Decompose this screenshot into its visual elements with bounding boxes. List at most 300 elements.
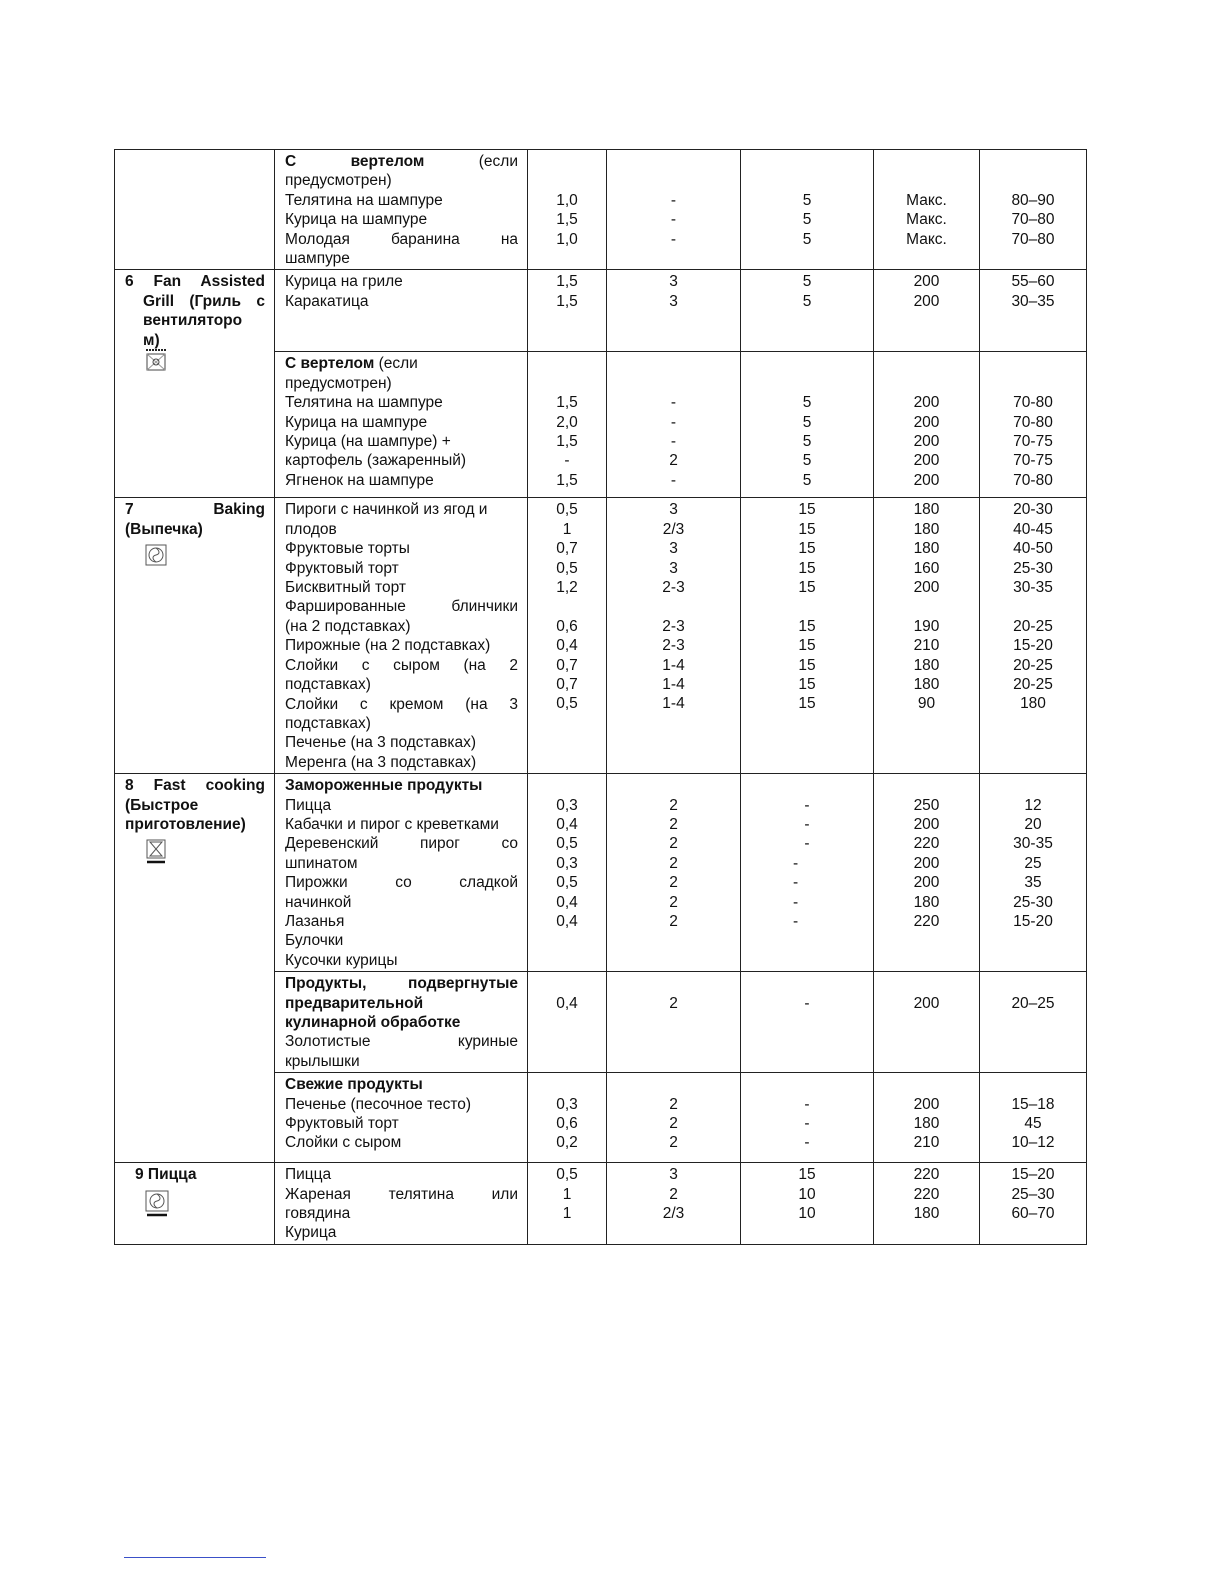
weight-kg-value: 0,3 [556, 1095, 578, 1113]
temperature-c-value: 250 [913, 796, 940, 814]
cooking-time-min-value: 70-80 [1013, 413, 1053, 431]
weight-kg-value: 1,5 [556, 471, 578, 489]
preheat-time-min-value: 15 [798, 637, 816, 655]
weight-kg-value: 0,5 [556, 835, 578, 853]
shelf-position-value: 2 [669, 1115, 678, 1133]
cooking-time-min-value: 70-75 [1013, 452, 1053, 470]
shelf-position-value [611, 1075, 736, 1094]
food-item: (на 2 подставках) [285, 617, 411, 635]
weight-kg-value: 1 [562, 520, 572, 538]
preheat-time-min-value [745, 714, 869, 733]
fan-grill-icon [143, 348, 171, 376]
preheat-time-min [741, 150, 874, 270]
cooking-time-min-value: 20 [1024, 815, 1042, 833]
temperature-c-value [878, 776, 975, 795]
temperature-c-value [878, 152, 975, 171]
preheat-time-min-value: 5 [802, 211, 812, 229]
preheat-time-min-value [745, 597, 869, 616]
cooking-time-min-value: 55–60 [1011, 273, 1055, 291]
food-item: Фруктовый торт [285, 559, 399, 577]
temperature-c-value: 200 [913, 452, 940, 470]
cooking-time-min-value: 20-30 [1013, 501, 1053, 519]
shelf-position-value: 2 [669, 1095, 678, 1113]
weight-kg-value: 0,5 [556, 695, 578, 713]
food-item: Печенье (песочное тесто) [285, 1095, 472, 1113]
cooking-time-min-value: 70–80 [1011, 211, 1055, 229]
cooking-time-min [980, 1163, 1087, 1245]
weight-kg-value: 1,5 [556, 292, 578, 310]
preheat-time-min-value: - [804, 994, 810, 1012]
weight-kg-value [532, 249, 602, 268]
food-item: предусмотрен) [285, 374, 392, 392]
temperature-c-value [878, 931, 975, 950]
shelf-position-value: 2/3 [662, 520, 685, 538]
preheat-time-min-value: 5 [802, 394, 812, 412]
temperature-c-value: 200 [913, 874, 940, 892]
temperature-c [874, 972, 980, 1073]
temperature-c-value [878, 714, 975, 733]
temperature-c-value: 190 [913, 617, 940, 635]
food-item: Деревенский пирог со [285, 835, 518, 853]
weight-kg-value [532, 152, 602, 171]
mode-name: приготовление) [125, 815, 246, 833]
mode-cell [115, 1163, 275, 1245]
preheat-time-min-value: 5 [802, 230, 812, 248]
temperature-c-value: 180 [913, 501, 940, 519]
cooking-time-min-value [984, 1223, 1082, 1242]
cooking-time-min-value: 12 [1024, 796, 1042, 814]
shelf-position-value: 3 [669, 559, 678, 577]
food-item: крылышки [285, 1052, 360, 1070]
weight-kg-value: 0,7 [556, 540, 578, 558]
temperature-c-value: 200 [913, 994, 940, 1012]
food-group-heading: Замороженные продукты [285, 777, 483, 795]
cooking-time-min-value [984, 733, 1082, 752]
cooking-time-min-value: 30–35 [1011, 292, 1055, 310]
food-item: Булочки [285, 932, 344, 950]
food-item: плодов [285, 520, 337, 538]
food-item: Ягненок на шампуре [285, 471, 434, 489]
food-item: Пирожки со сладкой [285, 874, 518, 892]
preheat-time-min-value [745, 374, 869, 393]
shelf-position-value: - [670, 413, 677, 431]
shelf-position-value [611, 354, 736, 373]
food-item: Пицца [285, 796, 332, 814]
temperature-c-value: Макс. [906, 230, 947, 248]
shelf-position-value: 3 [669, 540, 678, 558]
temperature-c-value: 200 [913, 433, 940, 451]
food-group-heading: Свежие продукты [285, 1076, 423, 1094]
food-item: Курица на шампуре [285, 413, 428, 431]
preheat-time-min-value [745, 1223, 869, 1242]
cooking-time-min-value: 45 [1024, 1115, 1042, 1133]
cooking-time-min-value [984, 249, 1082, 268]
weight-kg-value [532, 733, 602, 752]
shelf-position-value [611, 951, 736, 970]
preheat-time-min-value [745, 931, 869, 950]
food-item: Слойки с кремом (на 3 [285, 695, 518, 713]
cooking-time-min-value: 10–12 [1011, 1134, 1055, 1152]
cooking-table [114, 149, 1087, 1245]
spit-label: С вертелом [285, 355, 375, 373]
mode-name: (Быстрое [125, 796, 199, 814]
preheat-time-min-value: - [804, 815, 810, 833]
weight-kg-value: - [564, 452, 570, 470]
table-row [115, 498, 1087, 774]
temperature-c-value: 160 [913, 559, 940, 577]
shelf-position-value: 2-3 [662, 637, 685, 655]
preheat-time-min-value: 15 [798, 559, 816, 577]
food-item: Каракатица [285, 292, 369, 310]
cooking-time-min-value [984, 714, 1082, 733]
cooking-time-min-value: 180 [1020, 695, 1046, 713]
mode-cell [115, 270, 275, 498]
shelf-position-value [611, 249, 736, 268]
preheat-time-min [741, 270, 874, 352]
preheat-time-min-value: 15 [798, 617, 816, 635]
temperature-c-value: 200 [913, 273, 940, 291]
weight-kg-value [532, 597, 602, 616]
mode-name: (Выпечка) [125, 520, 203, 538]
cooking-time-min-value: 70-80 [1013, 471, 1053, 489]
cooking-time-min-value [984, 776, 1082, 795]
temperature-c-value: 200 [913, 471, 940, 489]
shelf-position-value [611, 152, 736, 171]
temperature-c-value: 180 [913, 520, 940, 538]
weight-kg-value: 0,6 [556, 617, 578, 635]
preheat-time-min-value: 15 [798, 579, 816, 597]
food-group-heading: С вертелом (если [285, 153, 518, 170]
preheat-time-min-value: - [804, 1095, 810, 1113]
cooking-time-min [980, 972, 1087, 1073]
food-cell [275, 774, 528, 972]
shelf-position-value [611, 753, 736, 772]
shelf-position-value: 2-3 [662, 617, 685, 635]
weight-kg-value: 0,4 [556, 637, 578, 655]
cooking-time-min-value [984, 152, 1082, 171]
food-item: картофель (зажаренный) [285, 452, 467, 470]
temperature-c-value [878, 733, 975, 752]
shelf-position [607, 270, 741, 352]
temperature-c-value: 210 [913, 637, 940, 655]
temperature-c-value: 180 [913, 676, 940, 694]
cooking-time-min [980, 150, 1087, 270]
food-group-heading: предварительной [285, 994, 424, 1012]
cooking-time-min-value: 70-80 [1013, 394, 1053, 412]
cooking-time-min-value: 20–25 [1011, 994, 1055, 1012]
food-item: Кусочки курицы [285, 951, 398, 969]
food-item: Лазанья [285, 912, 345, 930]
temperature-c [874, 150, 980, 270]
temperature-c-value: 200 [913, 579, 940, 597]
food-item: Бисквитный торт [285, 579, 406, 597]
shelf-position-value: 2 [669, 796, 678, 814]
table-row [115, 150, 1087, 270]
shelf-position-value [611, 714, 736, 733]
food-item: Слойки с сыром [285, 1134, 402, 1152]
shelf-position-value: 3 [669, 501, 678, 519]
table-row [115, 774, 1087, 972]
preheat-time-min-value: - [804, 835, 810, 853]
preheat-time-min [741, 774, 874, 972]
weight-kg-value [532, 1223, 602, 1242]
shelf-position-value: 1-4 [662, 695, 685, 713]
preheat-time-min-value: 15 [798, 1166, 816, 1184]
shelf-position-value: 2 [669, 874, 678, 892]
weight-kg-value [532, 171, 602, 190]
temperature-c-value: 200 [913, 413, 940, 431]
preheat-time-min-value: - [793, 912, 799, 930]
food-item: Фаршированные блинчики [285, 598, 518, 616]
mode-name: вентиляторо [143, 312, 243, 330]
food-cell [275, 972, 528, 1073]
temperature-c-value: 180 [913, 1205, 940, 1223]
food-item: Фруктовые торты [285, 540, 410, 558]
shelf-position-value: 2 [669, 815, 678, 833]
food-cell [275, 498, 528, 774]
weight-kg-value: 0,4 [556, 893, 578, 911]
preheat-time-min-value: - [793, 854, 799, 872]
cooking-time-min-value [984, 951, 1082, 970]
weight-kg-value: 0,5 [556, 559, 578, 577]
weight-kg [528, 774, 607, 972]
preheat-time-min [741, 498, 874, 774]
weight-kg-value: 0,4 [556, 912, 578, 930]
cooking-time-min-value: 70-75 [1013, 433, 1053, 451]
cooking-time-min-value [984, 597, 1082, 616]
weight-kg [528, 1163, 607, 1245]
temperature-c-value: 220 [913, 835, 940, 853]
shelf-position-value: 2 [669, 452, 678, 470]
mode-name: 6 Fan Assisted [125, 273, 265, 291]
food-item: Пирожные (на 2 подставках) [285, 637, 491, 655]
cooking-time-min-value: 15-20 [1013, 637, 1053, 655]
cooking-time-min-value [984, 374, 1082, 393]
food-item: Жареная телятина или [285, 1185, 518, 1203]
mode-name: 7 Baking [125, 501, 265, 519]
temperature-c-value [878, 354, 975, 373]
shelf-position-value: - [670, 433, 677, 451]
preheat-time-min-value [745, 776, 869, 795]
mode-name: м) [143, 331, 160, 349]
food-item: подставках) [285, 676, 371, 694]
preheat-time-min-value: 15 [798, 695, 816, 713]
weight-kg-value: 1 [562, 1205, 572, 1223]
temperature-c-value: 180 [913, 656, 940, 674]
shelf-position [607, 972, 741, 1073]
food-group-heading: кулинарной обработке [285, 1014, 461, 1031]
food-item: Пироги с начинкой из ягод и [285, 501, 488, 519]
cooking-time-min-value [984, 753, 1082, 772]
food-item: Кабачки и пирог с креветками [285, 815, 499, 833]
weight-kg-value: 0,5 [556, 874, 578, 892]
cooking-time-min-value: 30-35 [1013, 835, 1053, 853]
shelf-position-value: - [670, 394, 677, 412]
weight-kg-value [532, 776, 602, 795]
shelf-position-value: 2 [669, 854, 678, 872]
weight-kg-value: 0,3 [556, 796, 578, 814]
preheat-time-min [741, 1073, 874, 1163]
shelf-position-value: - [670, 191, 677, 209]
cooking-time-min-value: 60–70 [1011, 1205, 1055, 1223]
preheat-time-min-value [745, 354, 869, 373]
pizza-icon [143, 1188, 171, 1216]
food-item: Пицца [285, 1166, 332, 1184]
weight-kg-value [532, 1075, 602, 1094]
shelf-position [607, 1073, 741, 1163]
weight-kg-value: 0,7 [556, 656, 578, 674]
cooking-time-min-value: 15-20 [1013, 912, 1053, 930]
preheat-time-min-value: 15 [798, 656, 816, 674]
shelf-position-value: 2 [669, 912, 678, 930]
weight-kg-value [532, 951, 602, 970]
preheat-time-min-value [745, 951, 869, 970]
weight-kg-value: 1,0 [556, 191, 578, 209]
temperature-c-value: 180 [913, 1115, 940, 1133]
preheat-time-min-value: 5 [802, 471, 812, 489]
shelf-position-value [611, 171, 736, 190]
preheat-time-min-value: 5 [802, 452, 812, 470]
temperature-c-value: Макс. [906, 191, 947, 209]
temperature-c-value: Макс. [906, 211, 947, 229]
cooking-time-min-value: 30-35 [1013, 579, 1053, 597]
shelf-position-value [611, 974, 736, 993]
weight-kg-value: 0,3 [556, 854, 578, 872]
food-item: Печенье (на 3 подставках) [285, 734, 476, 752]
preheat-time-min-value [745, 249, 869, 268]
cooking-time-min-value: 40-50 [1013, 540, 1053, 558]
shelf-position-value [611, 1223, 736, 1242]
cooking-time-min-value: 70–80 [1011, 230, 1055, 248]
food-item: Слойки с сыром (на 2 [285, 656, 518, 674]
preheat-time-min-value [745, 171, 869, 190]
mode-name: Grill (Гриль с [143, 292, 265, 310]
cooking-time-min-value: 15–20 [1011, 1166, 1055, 1184]
shelf-position-value: 2 [669, 835, 678, 853]
mode-name: 9 Пицца [135, 1166, 197, 1184]
weight-kg-value [532, 354, 602, 373]
temperature-c-value: 220 [913, 1185, 940, 1203]
food-cell [275, 150, 528, 270]
food-cell [275, 1163, 528, 1245]
temperature-c [874, 1073, 980, 1163]
food-item: Золотистые куриные [285, 1033, 518, 1051]
weight-kg-value [532, 931, 602, 950]
weight-kg-value: 0,7 [556, 676, 578, 694]
preheat-time-min-value: 5 [802, 413, 812, 431]
weight-kg-value: 0,4 [556, 994, 578, 1012]
weight-kg-value: 1,0 [556, 230, 578, 248]
cooking-time-min-value [984, 974, 1082, 993]
shelf-position [607, 150, 741, 270]
cooking-table-body [115, 150, 1087, 1245]
shelf-position-value [611, 733, 736, 752]
cooking-time-min-value: 35 [1024, 874, 1042, 892]
cooking-time-min [980, 1073, 1087, 1163]
shelf-position [607, 498, 741, 774]
preheat-time-min-value: 15 [798, 540, 816, 558]
preheat-time-min-value [745, 733, 869, 752]
mode-name: 8 Fast cooking [125, 777, 265, 795]
food-cell [275, 270, 528, 352]
food-item: Телятина на шампуре [285, 191, 443, 209]
weight-kg-value: 1 [562, 1185, 572, 1203]
shelf-position-value: 2 [669, 1185, 678, 1203]
shelf-position-value: 1-4 [662, 656, 685, 674]
temperature-c [874, 1163, 980, 1245]
cooking-time-min-value: 80–90 [1011, 191, 1055, 209]
preheat-time-min-value: 10 [798, 1205, 816, 1223]
food-cell [275, 1073, 528, 1163]
cooking-time-min-value [984, 1075, 1082, 1094]
preheat-time-min-value: - [804, 1115, 810, 1133]
weight-kg-value [532, 974, 602, 993]
food-item: Телятина на шампуре [285, 394, 443, 412]
preheat-time-min-value [745, 152, 869, 171]
shelf-position [607, 1163, 741, 1245]
weight-kg-value: 1,5 [556, 433, 578, 451]
preheat-time-min-value: - [793, 893, 799, 911]
preheat-time-min-value: 5 [802, 273, 812, 291]
temperature-c-value: 210 [913, 1134, 940, 1152]
temperature-c-value: 200 [913, 815, 940, 833]
cooking-time-min-value: 25-30 [1013, 559, 1053, 577]
shelf-position-value: - [670, 230, 677, 248]
weight-kg-value: 0,4 [556, 815, 578, 833]
food-item: Курица (на шампуре) + [285, 433, 451, 451]
food-item: начинкой [285, 893, 352, 911]
shelf-position-value: 3 [669, 1166, 678, 1184]
preheat-time-min-value [745, 974, 869, 993]
shelf-position [607, 352, 741, 498]
cooking-time-min [980, 774, 1087, 972]
mode-cell [115, 150, 275, 270]
food-item: говядина [285, 1205, 351, 1223]
shelf-position-value: 3 [669, 292, 678, 310]
weight-kg-value [532, 374, 602, 393]
weight-kg [528, 972, 607, 1073]
shelf-position-value: 2 [669, 893, 678, 911]
shelf-position-value: 2 [669, 1134, 678, 1152]
temperature-c-value: 200 [913, 394, 940, 412]
weight-kg-value: 1,2 [556, 579, 578, 597]
cooking-time-min-value [984, 931, 1082, 950]
preheat-time-min-value [745, 1075, 869, 1094]
preheat-time-min-value: 5 [802, 433, 812, 451]
fast-cooking-icon [143, 837, 171, 865]
preheat-time-min [741, 352, 874, 498]
shelf-position [607, 774, 741, 972]
temperature-c-value [878, 1075, 975, 1094]
table-row [115, 1163, 1087, 1245]
preheat-time-min-value: 15 [798, 676, 816, 694]
weight-kg-value: 2,0 [556, 413, 578, 431]
shelf-position-value [611, 374, 736, 393]
mode-cell [115, 498, 275, 774]
temperature-c-value: 180 [913, 893, 940, 911]
preheat-time-min-value: 15 [798, 501, 816, 519]
baking-icon [143, 542, 171, 570]
food-group-heading: С вертелом (если [285, 355, 418, 373]
temperature-c [874, 270, 980, 352]
weight-kg [528, 498, 607, 774]
preheat-time-min-value: 5 [802, 292, 812, 310]
temperature-c-value: 90 [917, 695, 936, 713]
preheat-time-min-value: - [804, 1134, 810, 1152]
food-cell [275, 352, 528, 498]
shelf-position-value: - [670, 211, 677, 229]
spit-label: С вертелом [285, 153, 425, 170]
